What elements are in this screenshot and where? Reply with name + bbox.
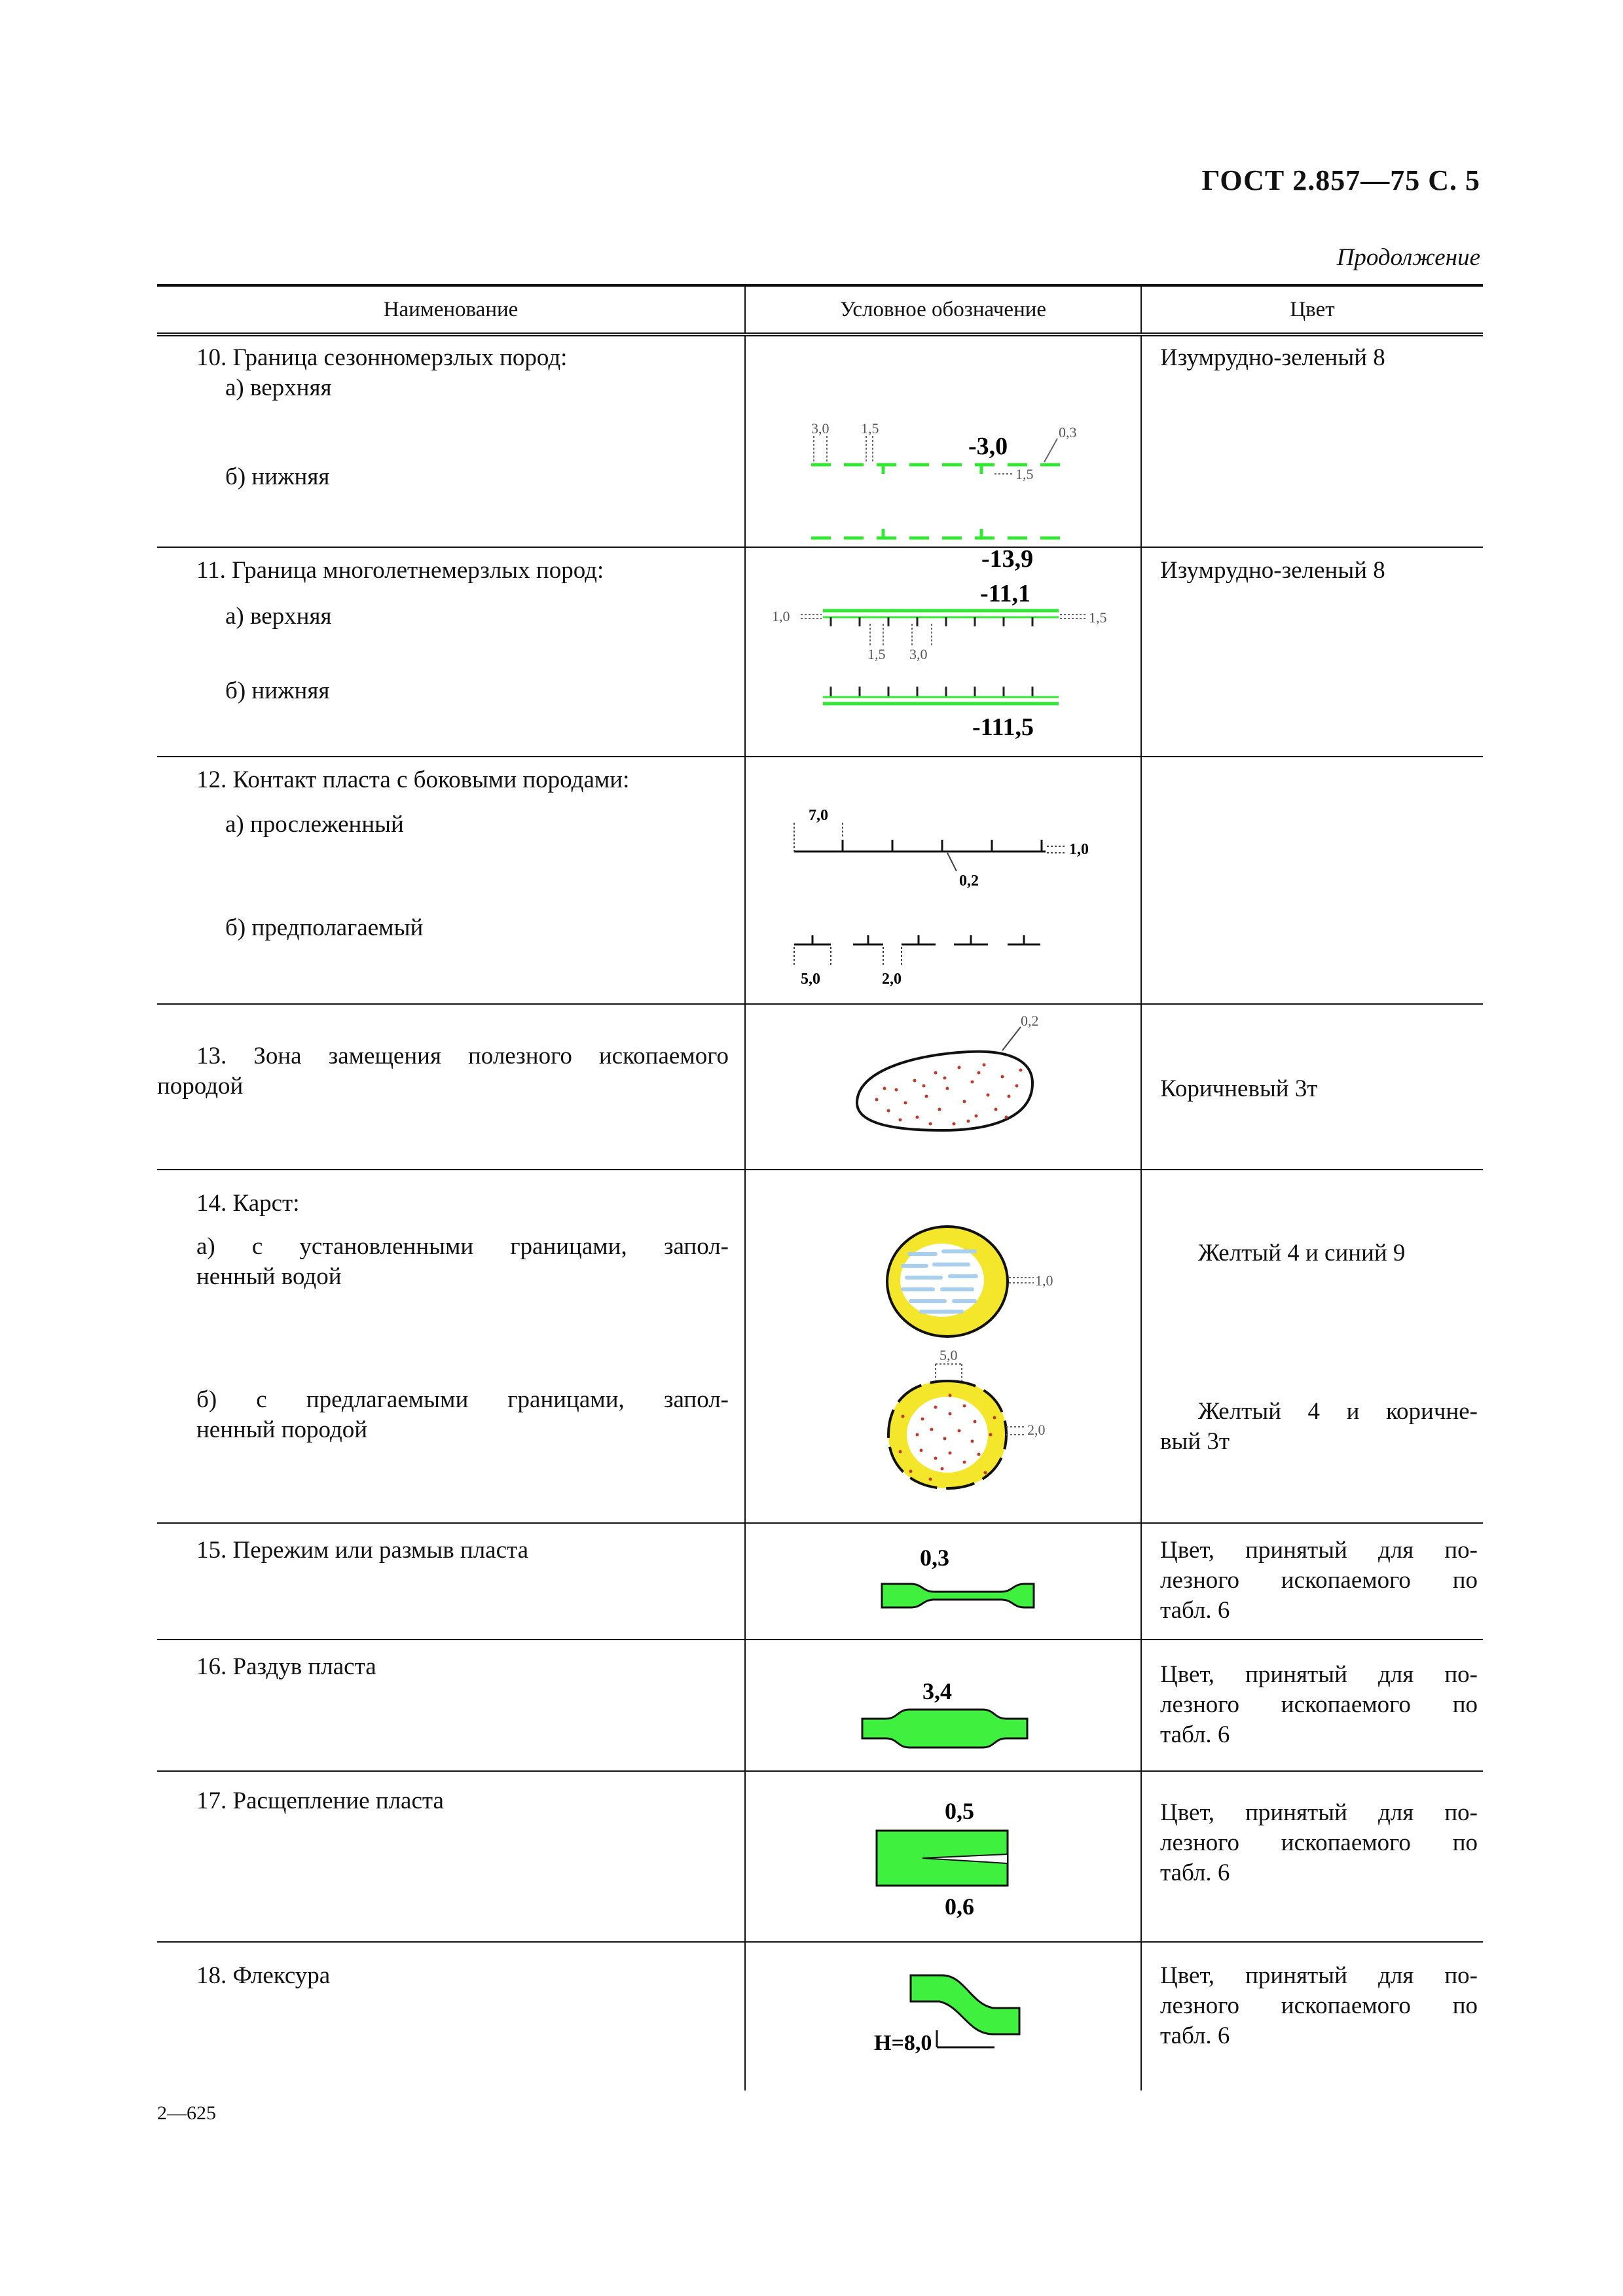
dim-label: 1,5 (861, 420, 879, 437)
dim-label: 1,0 (772, 608, 790, 624)
dim-label: 1,5 (1089, 609, 1107, 626)
row-sub-b-cont: ненный породой (196, 1416, 368, 1443)
dim-label: 2,0 (1027, 1422, 1046, 1438)
row-color: Цвет, принятый для по- (1160, 1799, 1478, 1826)
document-header-title: ГОСТ 2.857—75 С. 5 (1201, 164, 1480, 196)
depth-value-label: -3,0 (968, 433, 1008, 460)
row-name: 18. Флексура (196, 1962, 331, 1989)
table-row (157, 334, 1483, 547)
row-color: Желтый 4 и синий 9 (1198, 1240, 1406, 1266)
row-color: Цвет, принятый для по- (1160, 1537, 1478, 1564)
permafrost-boundary-symbol (746, 548, 1140, 753)
traced-contact-line (794, 840, 1046, 852)
row-color-cont: табл. 6 (1160, 2022, 1230, 2049)
continuation-label: Продолжение (1336, 244, 1480, 271)
dim-label: 5,0 (939, 1347, 958, 1363)
row-sub-a: а) верхняя (225, 603, 332, 630)
row-name: 15. Пережим или размыв пласта (196, 1537, 529, 1564)
row-color-cont: лезного ископаемого по (1160, 1691, 1478, 1718)
upper-boundary-line (823, 611, 1059, 617)
value-label: 0,3 (920, 1545, 949, 1571)
table-row (157, 757, 1483, 1004)
column-header-symbol: Условное обозначение (745, 285, 1141, 334)
dim-label: 3,0 (811, 420, 830, 437)
dim-label: 0,2 (1021, 1013, 1039, 1029)
row-sub-b: б) с предлагаемыми границами, запол- (196, 1386, 729, 1413)
karst-symbol (746, 1170, 1140, 1519)
dim-label: 0,2 (959, 872, 979, 889)
page-code: 2—625 (157, 2102, 216, 2124)
row-sub-a: а) прослеженный (225, 811, 404, 838)
row-name: 13. Зона замещения полезного ископаемого (196, 1043, 729, 1069)
lower-boundary-line (823, 697, 1059, 704)
value-label: H=8,0 (874, 2031, 932, 2055)
table-row (157, 1771, 1483, 1942)
value-label: 0,5 (945, 1798, 974, 1824)
depth-value-label: -11,1 (980, 580, 1031, 607)
row-color-cont: табл. 6 (1160, 1859, 1230, 1886)
row-color-cont: лезного ископаемого по (1160, 1567, 1478, 1594)
seam-pinch-shape (882, 1584, 1034, 1607)
symbols-table (157, 284, 1483, 2090)
row-color-cont: лезного ископаемого по (1160, 1829, 1478, 1856)
seam-swell-shape (862, 1710, 1027, 1748)
table-row (157, 1942, 1483, 2090)
table-row (157, 1523, 1483, 1640)
row-color-cont: вый 3т (1160, 1428, 1230, 1455)
seasonal-frost-boundary-symbol (746, 336, 1140, 573)
dim-label: 1,0 (1069, 841, 1089, 858)
row-color: Изумрудно-зеленый 8 (1160, 344, 1385, 371)
assumed-contact-line (794, 935, 1040, 944)
dim-label: 1,0 (1035, 1272, 1053, 1289)
dim-label: 2,0 (882, 971, 902, 988)
row-sub-a-cont: ненный водой (196, 1263, 342, 1290)
seam-pinch-symbol (746, 1524, 1140, 1636)
row-sub-b: б) нижняя (225, 463, 330, 490)
row-color: Изумрудно-зеленый 8 (1160, 557, 1385, 584)
row-color (1142, 757, 1483, 765)
dim-label: 1,5 (1015, 466, 1034, 482)
value-label: 0,6 (945, 1893, 974, 1920)
row-sub-b: б) нижняя (225, 677, 330, 704)
dim-label: 0,3 (1059, 424, 1077, 440)
row-sub-a: а) с установленными границами, запол- (196, 1233, 729, 1260)
row-color: Цвет, принятый для по- (1160, 1962, 1478, 1989)
row-color-cont: табл. 6 (1160, 1721, 1230, 1748)
depth-value-label: -111,5 (972, 713, 1034, 741)
row-name: 12. Контакт пласта с боковыми породами: (196, 766, 630, 793)
row-color: Коричневый 3т (1160, 1075, 1318, 1102)
row-color-cont: лезного ископаемого по (1160, 1992, 1478, 2019)
row-color: Желтый 4 и коричне- (1198, 1398, 1478, 1425)
row-name: 16. Раздув пласта (196, 1653, 376, 1680)
row-name: 14. Карст: (196, 1190, 300, 1217)
column-header-name: Наименование (157, 285, 745, 334)
rock-filled-karst (888, 1347, 1046, 1488)
seam-contact-symbol (746, 757, 1140, 1000)
seam-split-symbol (746, 1772, 1140, 1938)
dim-label: 1,5 (867, 646, 886, 662)
table-row (157, 1004, 1483, 1170)
column-header-color: Цвет (1141, 285, 1483, 334)
row-color: Цвет, принятый для по- (1160, 1661, 1478, 1688)
value-label: 3,4 (922, 1678, 952, 1704)
row-name: 17. Расщепление пласта (196, 1787, 444, 1814)
row-sub-b: б) предполагаемый (225, 914, 424, 941)
dim-label: 3,0 (909, 646, 928, 662)
dim-label: 7,0 (809, 807, 828, 824)
row-name: 10. Граница сезонномерзлых пород: (196, 344, 568, 371)
water-filled-karst (887, 1227, 1053, 1336)
depth-value-label: -13,9 (981, 545, 1034, 573)
lower-boundary-dashed-line (811, 529, 1060, 538)
flexure-shape (911, 1975, 1019, 2034)
replacement-zone-symbol (746, 1005, 1140, 1166)
flexure-symbol (746, 1943, 1140, 2087)
row-name: 11. Граница многолетнемерзлых пород: (196, 557, 604, 584)
row-name-cont: породой (157, 1073, 244, 1100)
table-row (157, 1640, 1483, 1771)
row-color-cont: табл. 6 (1160, 1597, 1230, 1624)
dim-label: 5,0 (801, 971, 820, 988)
table-row (157, 547, 1483, 757)
seam-swell-symbol (746, 1640, 1140, 1767)
row-sub-a: а) верхняя (225, 374, 332, 401)
table-row (157, 1170, 1483, 1523)
